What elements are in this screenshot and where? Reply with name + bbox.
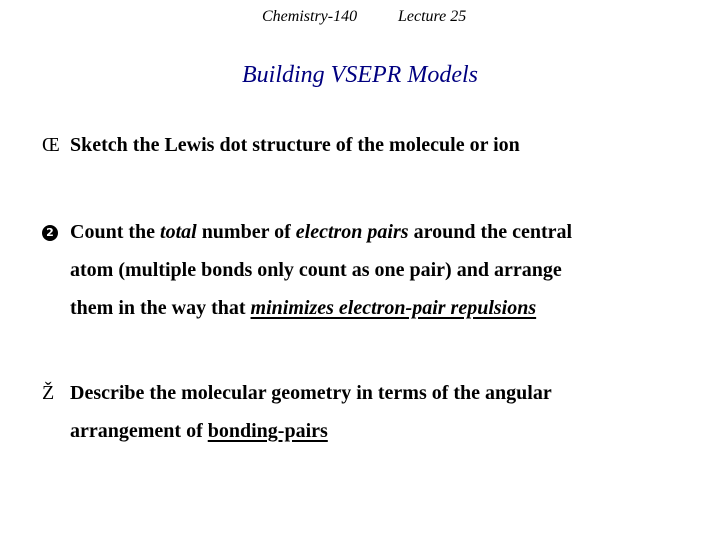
- slide-title: Building VSEPR Models: [242, 62, 478, 88]
- step-2-emph-total: total: [160, 221, 197, 243]
- step-1-marker: Œ: [42, 134, 60, 156]
- step-2-line-3a: them in the way that: [70, 297, 251, 319]
- step-3-line-2a: arrangement of: [70, 420, 208, 442]
- header-lecture: Lecture 25: [398, 8, 467, 25]
- step-1-text: Sketch the Lewis dot structure of the molecule or ion: [70, 134, 520, 156]
- step-2-line-1a: Count the: [70, 221, 161, 243]
- step-3: [42, 374, 552, 412]
- step-2: [42, 213, 572, 251]
- step-2-emph-electron-pairs: electron pairs: [295, 221, 409, 243]
- step-2-emph-minimizes: minimizes electron-pair repulsions: [250, 297, 537, 319]
- step-2-line-2: atom (multiple bonds only count as one pair) and arrange: [70, 259, 562, 281]
- step-3-line-1: Describe the molecular geometry in terms of the angular: [70, 382, 552, 404]
- step-2-line-1c: number of: [196, 221, 296, 243]
- step-3-marker: Ž: [42, 382, 55, 404]
- step-2-marker: 2: [42, 225, 58, 241]
- step-3-emph-bonding-pairs: bonding-pairs: [207, 420, 328, 442]
- step-2-line-3: [70, 289, 536, 327]
- step-2-line-1e: around the central: [408, 221, 573, 243]
- step-1: [42, 126, 520, 164]
- header-course: Chemistry-140: [262, 8, 358, 25]
- step-3-line-2: [70, 412, 328, 450]
